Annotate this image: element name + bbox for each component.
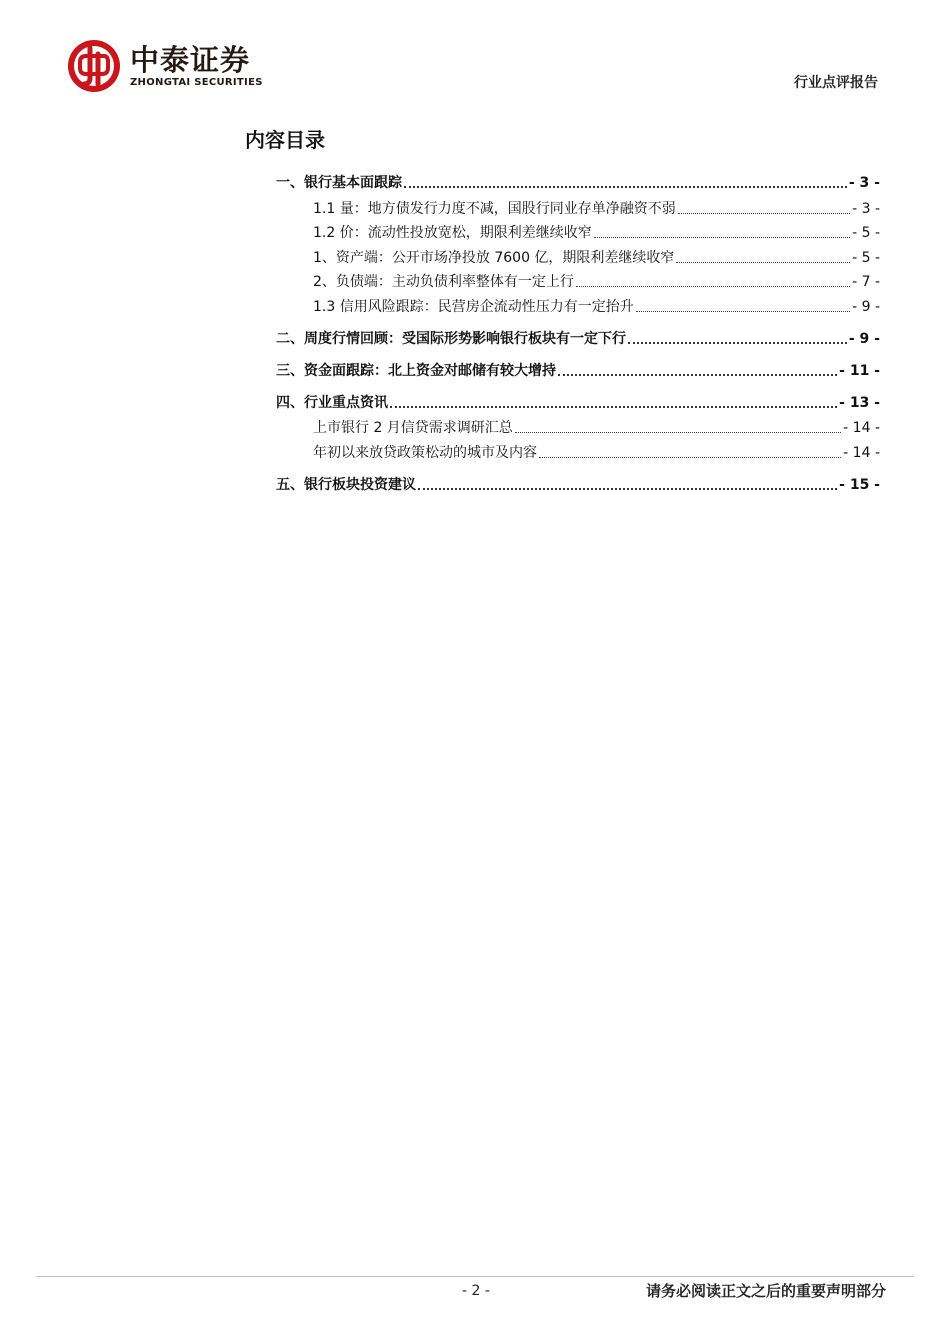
toc-entry[interactable]: [276, 330, 880, 348]
toc-entry[interactable]: [276, 476, 880, 494]
toc-entry[interactable]: [313, 298, 880, 316]
toc-entry-title: 二、周度行情回顾：受国际形势影响银行板块有一定下行: [276, 331, 626, 347]
toc-entry[interactable]: [276, 174, 880, 192]
toc-title: 内容目录: [245, 128, 325, 152]
zhongtai-logo-icon: [66, 38, 122, 94]
toc-entry-page: - 9 -: [848, 331, 880, 347]
toc-entry-title: 五、银行板块投资建议: [276, 477, 416, 493]
toc-entry-title: 上市银行 2 月信贷需求调研汇总: [313, 420, 513, 436]
toc-entry-title: 1.2 价：流动性投放宽松，期限利差继续收窄: [313, 225, 592, 241]
toc-entry-title: 2、负债端：主动负债利率整体有一定上行: [313, 274, 574, 290]
toc-entry-page: - 14 -: [843, 420, 880, 436]
toc-leader-dots: [576, 286, 850, 287]
toc-leader-dots: [390, 406, 837, 408]
toc-entry-title: 三、资金面跟踪：北上资金对邮储有较大增持: [276, 363, 556, 379]
toc-leader-dots: [404, 186, 847, 188]
toc-entry-page: - 3 -: [852, 201, 880, 217]
toc-entry[interactable]: [313, 224, 880, 242]
toc-leader-dots: [418, 488, 837, 490]
toc-leader-dots: [594, 237, 850, 238]
logo-english-text: ZHONGTAI SECURITIES: [130, 77, 263, 88]
company-logo: [66, 38, 263, 94]
toc-entry-page: - 5 -: [852, 225, 880, 241]
page-number: - 2 -: [462, 1283, 490, 1299]
toc-leader-dots: [515, 432, 841, 433]
footer-divider: [36, 1276, 914, 1277]
toc-leader-dots: [628, 342, 847, 344]
report-type-label: 行业点评报告: [794, 75, 878, 91]
toc-entry[interactable]: [313, 419, 880, 437]
toc-entry[interactable]: [313, 249, 880, 267]
toc-entry[interactable]: [313, 444, 880, 462]
toc-entry-title: 1、资产端：公开市场净投放 7600 亿，期限利差继续收窄: [313, 250, 675, 266]
toc-entry-title: 四、行业重点资讯: [276, 395, 388, 411]
toc-entry-page: - 11 -: [839, 363, 880, 379]
toc-entry-title: 1.1 量：地方债发行力度不减，国股行同业存单净融资不弱: [313, 201, 676, 217]
toc-entry-page: - 15 -: [839, 477, 880, 493]
toc-entry-page: - 3 -: [848, 175, 880, 191]
toc-entry-title: 一、银行基本面跟踪: [276, 175, 402, 191]
toc-leader-dots: [678, 213, 850, 214]
toc-entry-page: - 5 -: [852, 250, 880, 266]
toc-leader-dots: [636, 311, 850, 312]
toc-entry-title: 年初以来放贷政策松动的城市及内容: [313, 445, 537, 461]
toc-entry-page: - 13 -: [839, 395, 880, 411]
toc-entry[interactable]: [276, 362, 880, 380]
toc-leader-dots: [558, 374, 837, 376]
toc-entry[interactable]: [313, 200, 880, 218]
toc-entry-page: - 14 -: [843, 445, 880, 461]
toc-entry[interactable]: [276, 394, 880, 412]
footer-disclaimer: 请务必阅读正文之后的重要声明部分: [645, 1282, 886, 1300]
toc-entry-title: 1.3 信用风险跟踪：民营房企流动性压力有一定抬升: [313, 299, 634, 315]
page-header: [0, 0, 950, 110]
toc-entry-page: - 9 -: [852, 299, 880, 315]
toc-entry-page: - 7 -: [852, 274, 880, 290]
logo-chinese-text: 中泰证券: [130, 43, 251, 77]
toc-leader-dots: [676, 262, 850, 263]
toc-entry[interactable]: [313, 273, 880, 291]
toc-leader-dots: [539, 457, 841, 458]
